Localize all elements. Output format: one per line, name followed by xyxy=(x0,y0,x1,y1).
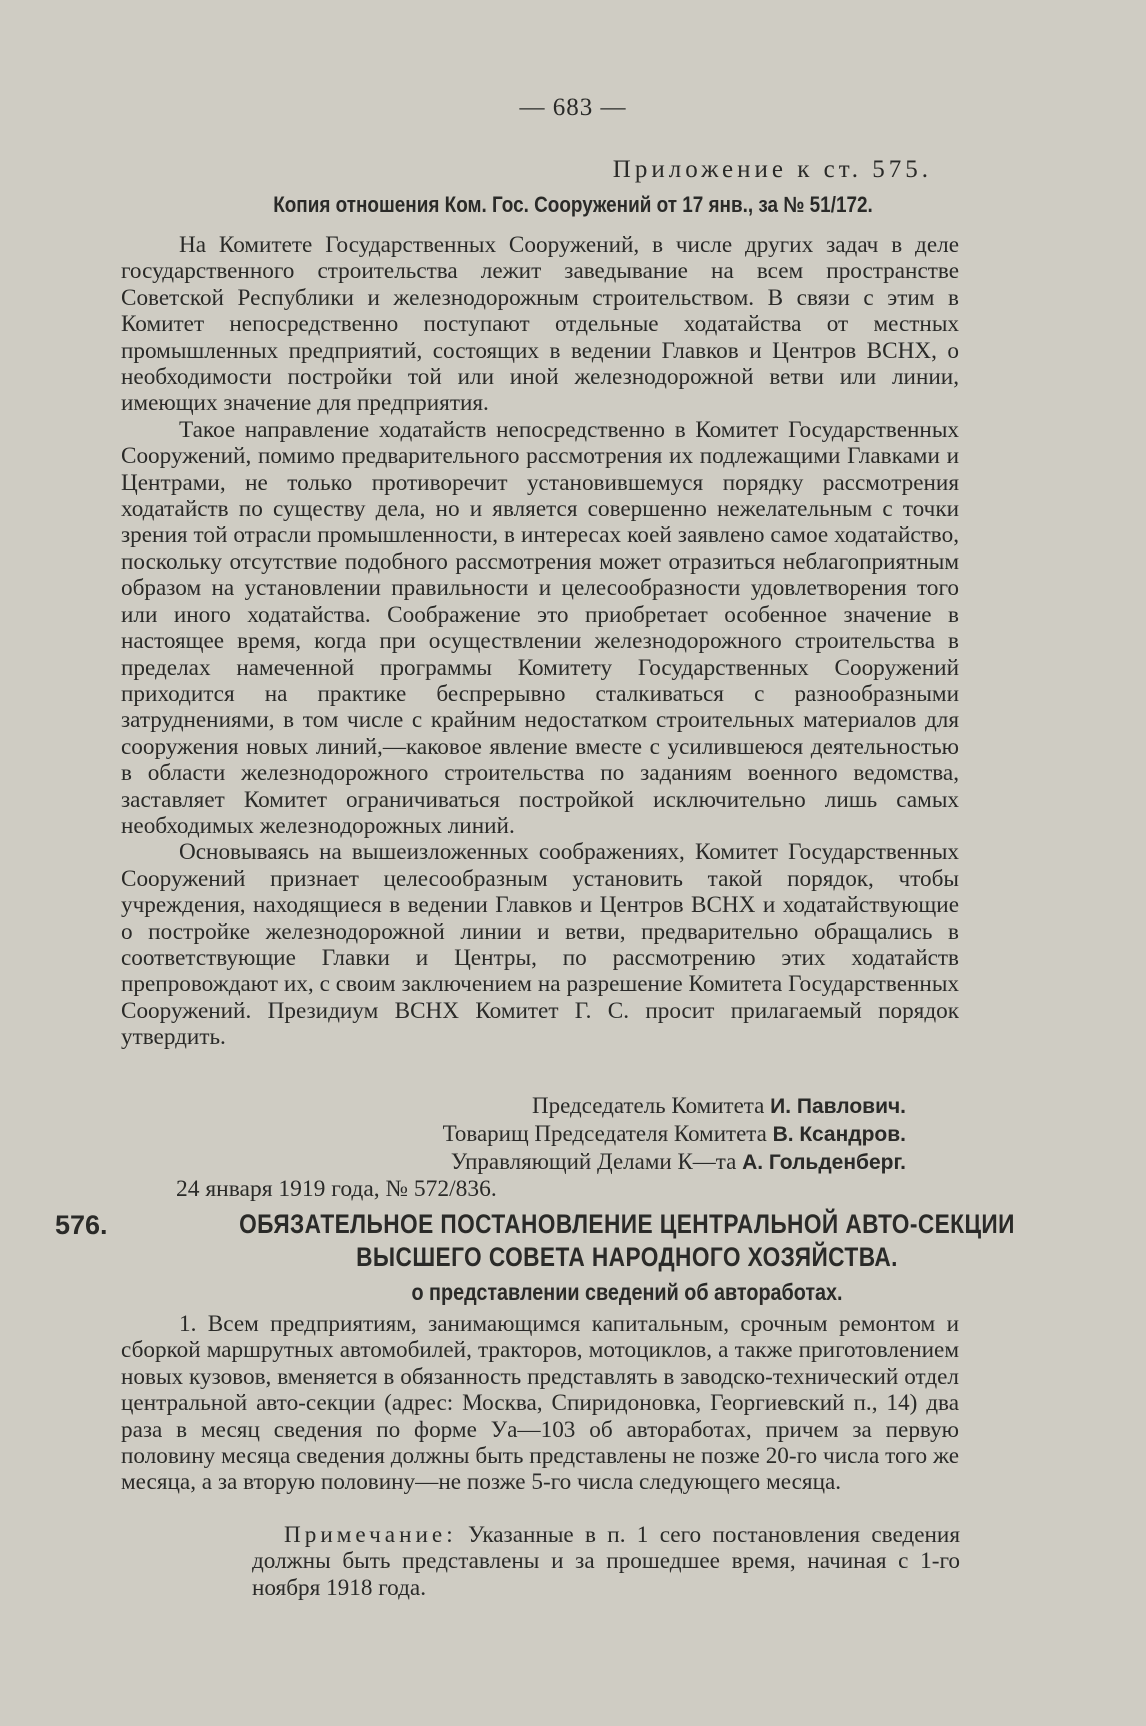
signature-name: И. Павлович. xyxy=(770,1095,906,1118)
section-number: 576. xyxy=(55,1210,108,1240)
signature-role: Председатель Комитета xyxy=(532,1093,765,1118)
paragraph-1: На Комитете Государственных Сооружений, в числе других задач в деле государственного строительства лежит заведывание на всем пространстве Советской Республики и железнодорожным строительством. В связи с этим в Комитет непосредственно поступают отдельные ходатайства от местных промышленных предприятий, состоящих в ведении Главков и Центров ВСНХ, о необходимости постройки той или иной железнодорожной ветви или линии, имеющих значение для предприятия. xyxy=(121,232,959,417)
signature-role: Управляющий Делами К—та xyxy=(450,1149,737,1174)
signature-deputy xyxy=(443,1121,906,1147)
page-number: — 683 — xyxy=(519,94,627,121)
section-title-line-2: ВЫСШЕГО СОВЕТА НАРОДНОГО ХОЗЯЙСТВА. xyxy=(356,1242,898,1272)
signature-name: А. Гольденберг. xyxy=(742,1151,906,1174)
section-title-line-1: ОБЯЗАТЕЛЬНОЕ ПОСТАНОВЛЕНИЕ ЦЕНТРАЛЬНОЙ АВТО-СЕКЦИИ xyxy=(239,1209,1015,1239)
section-body xyxy=(121,1311,959,1496)
dateline: 24 января 1919 года, № 572/836. xyxy=(176,1176,497,1202)
letter-body xyxy=(121,232,959,1051)
appendix-label: Приложение к ст. 575. xyxy=(612,156,932,183)
paragraph-3: Основываясь на вышеизложенных соображениях, Комитет Государственных Сооружений признает целесообразным установить такой порядок, чтобы учреждения, находящиеся в ведении Главков и Центров ВСНХ и ходатайствующие о постройке железнодорожной линии и ветви, предварительно обращались в соответствующие Главки и Центры, по рассмотрению этих ходатайств препровождают их, с своим заключением на разрешение Комитета Государственных Сооружений. Президиум ВСНХ Комитет Г. С. просит прилагаемый порядок утвердить. xyxy=(121,839,959,1051)
signature-name: В. Ксандров. xyxy=(772,1123,906,1146)
note-label: Примечание: xyxy=(284,1522,457,1548)
signature-role: Товарищ Председателя Комитета xyxy=(442,1121,767,1146)
note-text: Указанные в п. 1 сего постановления сведения должны быть представлены и за прошедшее время, начиная с 1-го ноября 1918 года. xyxy=(252,1522,960,1601)
signature-manager xyxy=(451,1149,906,1175)
note xyxy=(252,1522,960,1601)
copy-heading: Копия отношения Ком. Гос. Сооружений от 17 янв., за № 51/172. xyxy=(273,192,873,217)
section-paragraph-1: 1. Всем предприятиям, занимающимся капитальным, срочным ремонтом и сборкой маршрутных автомобилей, тракторов, мотоциклов, а также приготовлением новых кузовов, вменяется в обязанность представлять в заводско-технический отдел центральной авто-секции (адрес: Москва, Спиридоновка, Георгиевский п., 14) два раза в месяц сведения по форме Уа—103 об автоработах, причем за первую половину месяца сведения должны быть представлены не позже 20-го числа того же месяца, а за вторую половину—не позже 5-го числа следующего месяца. xyxy=(121,1311,959,1496)
section-subtitle: о представлении сведений об автоработах. xyxy=(411,1279,843,1305)
paragraph-2: Такое направление ходатайств непосредственно в Комитет Государственных Сооружений, помимо предварительного рассмотрения их подлежащими Главками и Центрами, не только противоречит установившемуся порядку рассмотрения ходатайств по существу дела, но и является совершенно нежелательным с точки зрения той отрасли промышленности, в интересах коей заявлено самое ходатайство, поскольку отсутствие подобного рассмотрения может отразиться неблагоприятным образом на установлении правильности и целесообразности удовлетворения того или иного ходатайства. Соображение это приобретает особенное значение в настоящее время, когда при осуществлении железнодорожного строительства в пределах намеченной программы Комитету Государственных Сооружений приходится на практике беспрерывно сталкиваться с разнообразными затруднениями, в том числе с крайним недостатком строительных материалов для сооружения новых линий,—каковое явление вместе с усилившеюся деятельностью в области железнодорожного строительства по заданиям военного ведомства, заставляет Комитет ограничиваться постройкой исключительно лишь самых необходимых железнодорожных линий. xyxy=(121,416,959,839)
signature-chairman xyxy=(532,1093,906,1119)
